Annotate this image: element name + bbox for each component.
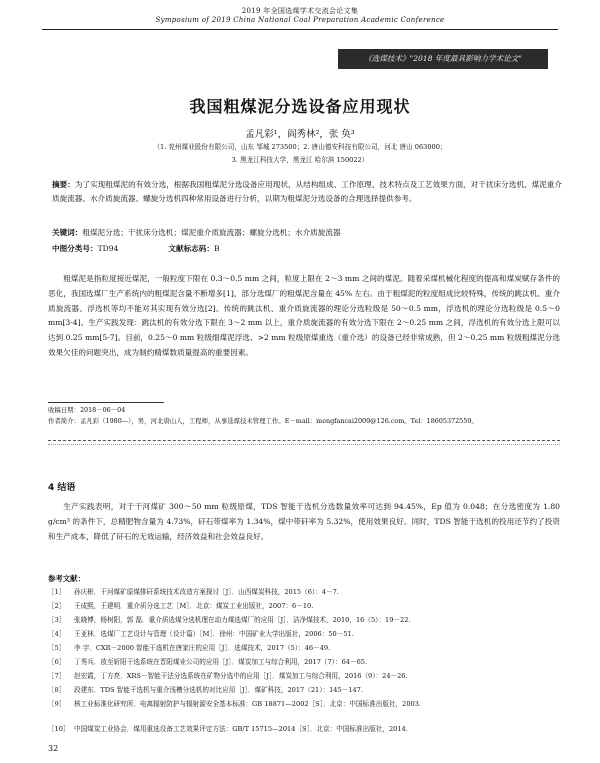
reference-text: 王亚林．选煤厂工艺设计与管理（设计篇）［M］．徐州：中国矿业大学出版社，2006：50－51. <box>74 630 354 638</box>
keywords-text: 粗煤泥分选；干扰床分选机；煤泥重介质旋流器；螺旋分选机；水介质旋流器 <box>82 228 341 237</box>
affiliation-line-2: 3. 黑龙江科技大学，黑龙江 哈尔滨 150022） <box>231 156 369 164</box>
abstract-text: 为了实现粗煤泥的有效分选，根据我国粗煤泥分选设备应用现状，从结构组成、工作原理、技术特点及工艺效果方面，对干扰床分选机、煤泥重介质旋流器、水介质旋流器、螺旋分选机四种常用设备进行分析，以期为粗煤泥分选设备的合理选择提供参考。 <box>52 180 562 204</box>
clc-value: TD94 <box>97 244 119 253</box>
reference-text: 段建东．TDS 智能干选机与重介浅槽分选机的对比应用［J］．煤矿科技，2017（21）：145－147. <box>74 686 363 694</box>
reference-text: 张晓博，杨树阳，郭 磊．重介质选煤分选机理在动力煤选煤厂的应用［J］．洁净煤技术，2010，16（5）：19－22. <box>74 616 411 624</box>
reference-item <box>48 601 560 612</box>
abstract <box>52 178 562 207</box>
reference-number: ［8］ <box>48 686 66 694</box>
reference-item <box>48 671 560 682</box>
reference-number: ［1］ <box>48 588 66 596</box>
conference-header-en: Symposium of 2019 China National Coal Preparation Academic Conference <box>155 16 445 24</box>
authors: 孟凡彩¹，阎秀林²，张 奂³ <box>245 129 355 140</box>
section-heading: 4 结语 <box>48 483 76 493</box>
doc-code-value: B <box>213 244 220 253</box>
doc-code-label: 文献标志码： <box>168 244 214 253</box>
reference-item <box>48 657 560 668</box>
reference-item <box>48 685 560 696</box>
reference-text: 孙庆彬．干河煤矿原煤排矸系统技术改造方案探讨［J］．山西煤炭科技，2015（6）：4－7. <box>74 588 339 596</box>
reference-item <box>48 587 560 598</box>
reference-text: 丁秀兵．放至斩阳干选系统在晋阳煤业公司的应用［J］．煤炭加工与综合利用，2017（7）：64－65. <box>74 658 368 666</box>
conference-header-cn: 2019 年全国选煤学术交流会论文集 <box>241 7 359 15</box>
references-heading: 参考文献： <box>48 574 85 583</box>
section-separator-dotted <box>48 444 560 445</box>
reference-item <box>48 724 560 735</box>
reference-text: 王成熙，王建明．重介质分选工艺［M］．北京：煤炭工业出版社，2007：6－10. <box>74 602 314 610</box>
reference-text: 核工业标准化研究所．电离辐射防护与辐射源安全基本标准：GB 18871—2002［S］．北京：中国标准出版社，2003. <box>74 700 421 708</box>
keywords <box>52 226 562 240</box>
reference-number: ［9］ <box>48 700 66 708</box>
reference-number: ［5］ <box>48 644 66 652</box>
reference-text: 李 宇．CXR－2000 智能干选机在唐家庄的应用［J］．选煤技术，2017（5）：46－49. <box>74 644 331 652</box>
header-rule <box>42 29 558 30</box>
reference-number: ［10］ <box>48 725 70 733</box>
page-number: 32 <box>48 744 59 753</box>
author-bio: 作者简介：孟凡彩（1980—），男，河北唐山人，工程师，从事选煤技术管理工作。E－mail：mengfancai2009@126.com。Tel：18605372559。 <box>48 417 478 425</box>
abstract-label: 摘要： <box>52 180 75 189</box>
intro-paragraph: 粗煤泥是指粒度接近煤泥，一般粒度下限在 0.3～0.5 mm 之间，粒度上限在 2～3 mm 之间的煤泥。随着采煤机械化程度的提高和煤炭赋存条件的恶化，我国选煤厂生产系统内的粗煤泥含量不断增多[1]，部分选煤厂的粗煤泥含量在 45% 左右。由于粗煤泥的粒度组成比较特殊，传统的跳汰机、重介质旋流器、浮选机等均不能对其实现有效分选[2]。传统的跳汰机、重介质旋流器的理论分选粒级是 50～0.5 mm，浮选机的理论分选粒级是 0.5～0 mm[3-4]。生产实践发现：跳汰机的有效分选下限在 3～2 mm 以上，重介质旋流器的有效分选下限在 2～0.25 mm 之间，浮选机的有效分选上限可以达到 0.25 mm[5-7]。目前，0.25～0 mm 粒级细煤泥浮选、>2 mm 粒级原煤重选（重介选）的设备已经非常成熟，但 2～0.25 mm 粒级粗煤泥分选效果欠佳的问题突出，成为制约精煤数质量提高的重要因素。 <box>48 274 560 357</box>
reference-text: 赵宏霞，丁方亮．XRS－智能干法分选系统在矿物分选中的应用［J］．煤炭加工与综合利用，2016（9）：24－26. <box>74 672 408 680</box>
classification <box>52 242 562 256</box>
clc-label: 中图分类号： <box>52 244 98 253</box>
reference-number: ［7］ <box>48 672 66 680</box>
reference-item <box>48 643 560 654</box>
reference-number: ［2］ <box>48 602 66 610</box>
reference-number: ［4］ <box>48 630 66 638</box>
reference-number: ［3］ <box>48 616 66 624</box>
award-banner: 《选煤技术》"2018 年度最具影响力学术论文" <box>338 49 548 69</box>
keywords-label: 关键词： <box>52 228 83 237</box>
reference-item <box>48 615 560 626</box>
reference-item <box>48 699 560 710</box>
section-separator <box>48 440 560 441</box>
received-date: 收稿日期：2018－06－04 <box>48 406 126 414</box>
conclusion-paragraph: 生产实践表明，对于干河煤矿 300～50 mm 粒级原煤，TDS 智能干选机分选数量效率可达到 94.45%，Ep 值为 0.048；在分选密度为 1.80 g/cm³ 的条件下，总精肥物含量为 4.73%，矸石带煤率为 1.34%，煤中带矸率为 5.32%，使用效果良好。同时，TDS 智能干选机的投用还节约了投资和生产成本，降低了矸石的无效运输，经济效益和社会效益良好。 <box>48 502 560 541</box>
paper-title: 我国粗煤泥分选设备应用现状 <box>189 97 411 116</box>
footnote-rule <box>48 402 164 403</box>
affiliation-line-1: （1. 兖州煤业股份有限公司，山东 邹城 273500；2. 唐山德安科技有限公司，河北 唐山 063000； <box>153 143 447 151</box>
reference-number: ［6］ <box>48 658 66 666</box>
reference-item <box>48 629 560 640</box>
reference-text: 中国煤炭工业协会．煤用重选设备工艺效果评定方法：GB/T 15715—2014［S］．北京：中国标准出版社，2014. <box>74 725 408 733</box>
